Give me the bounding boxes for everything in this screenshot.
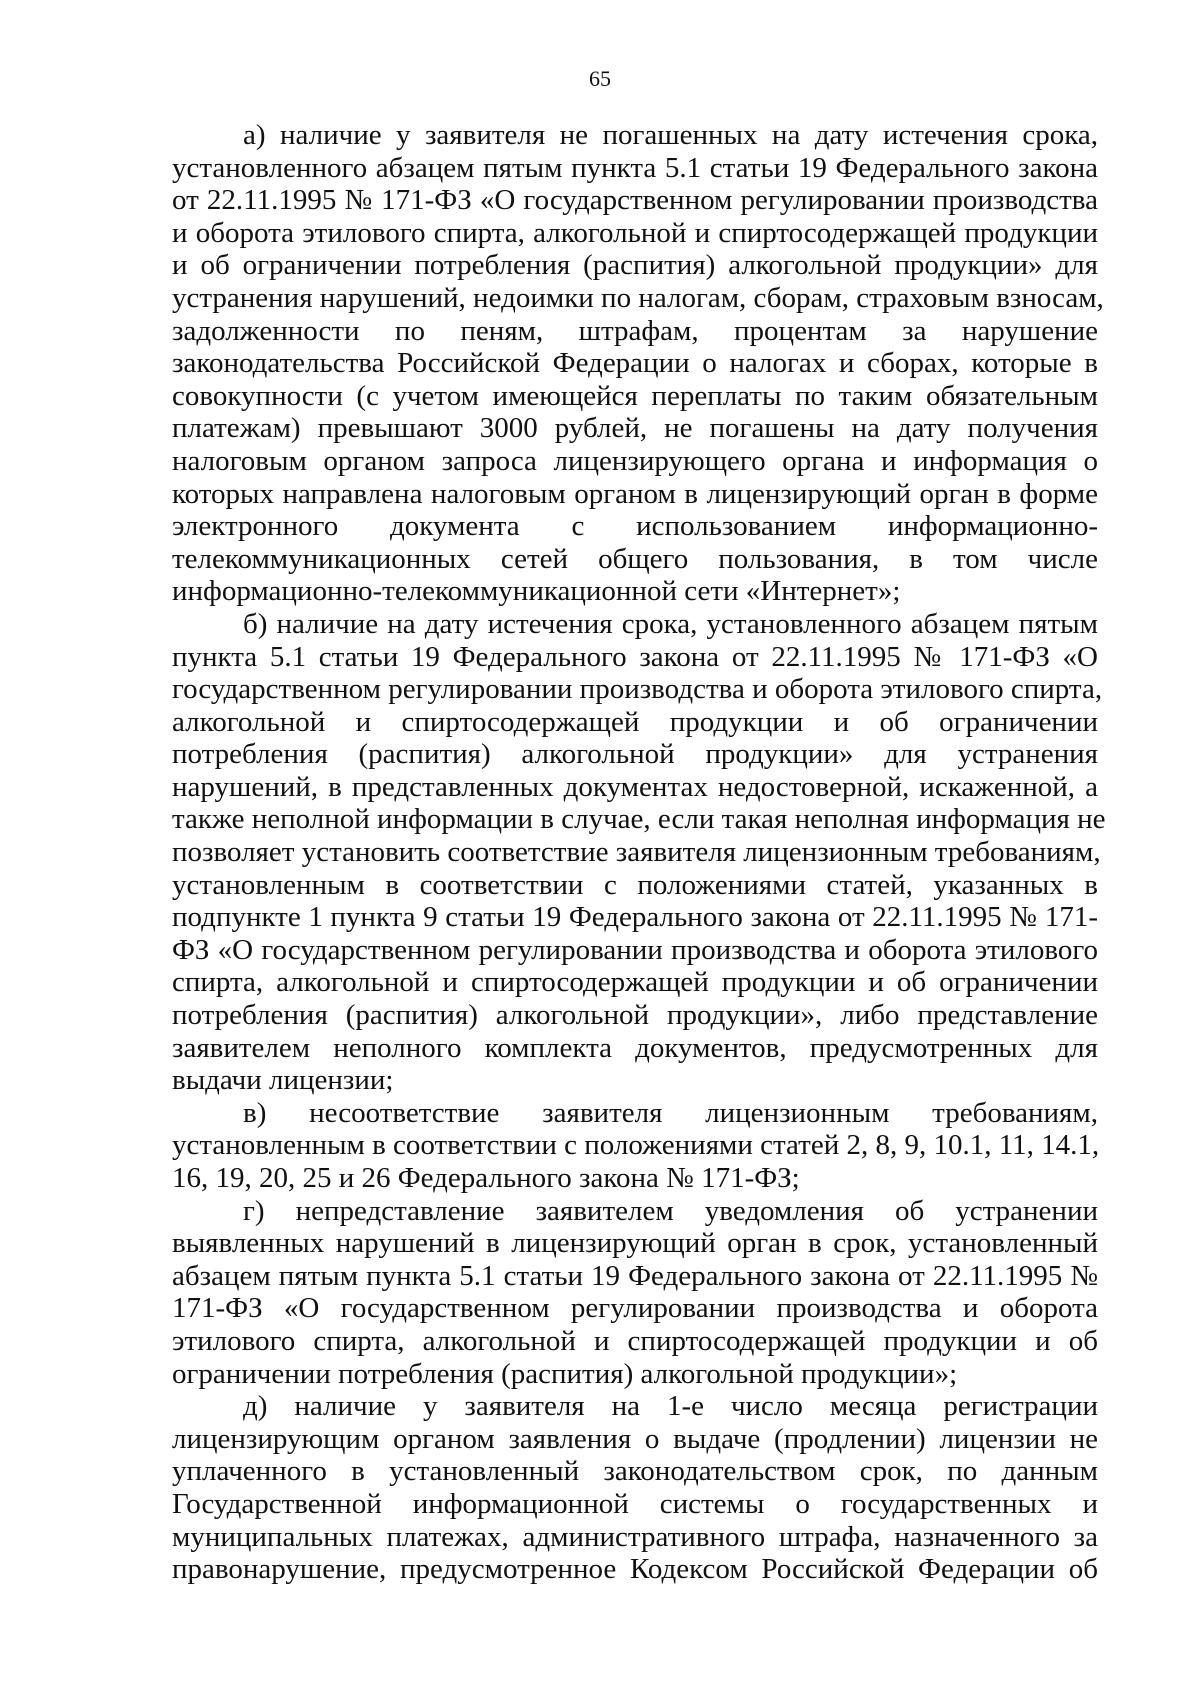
text-line: выявленных нарушений в лицензирующий орган в срок, установленный	[172, 1227, 1098, 1260]
text-line: совокупности (с учетом имеющейся переплаты по таким обязательным	[172, 379, 1098, 412]
text-line: этилового спирта, алкогольной и спиртосодержащей продукции и об	[172, 1324, 1098, 1357]
paragraph-v	[172, 1097, 1098, 1195]
text-line: уплаченного в установленный законодательством срок, по данным	[172, 1455, 1098, 1488]
text-line: устранения нарушений, недоимки по налогам, сборам, страховым взносам,	[172, 281, 1104, 314]
text-line: установленного абзацем пятым пункта 5.1 статьи 19 Федерального закона	[172, 151, 1098, 184]
text-line: платежам) превышают 3000 рублей, не погашены на дату получения	[172, 412, 1098, 445]
text-line: от 22.11.1995 № 171-ФЗ «О государственном регулировании производства	[172, 184, 1098, 217]
text-line: б) наличие на дату истечения срока, установленного абзацем пятым	[243, 607, 1098, 640]
text-line: и оборота этилового спирта, алкогольной и спиртосодержащей продукции	[172, 216, 1098, 249]
text-line: муниципальных платежах, административного штрафа, назначенного за	[172, 1520, 1098, 1553]
text-line: подпункте 1 пункта 9 статьи 19 Федерального закона от 22.11.1995 № 171-	[172, 901, 1098, 934]
text-line: задолженности по пеням, штрафам, процентам за нарушение	[172, 314, 1098, 347]
paragraph-a	[172, 119, 1104, 608]
text-line: спирта, алкогольной и спиртосодержащей продукции и об ограничении	[172, 966, 1098, 999]
text-line: г) непредставление заявителем уведомления об устранении	[243, 1194, 1098, 1227]
text-line: налоговым органом запроса лицензирующего органа и информация о	[172, 444, 1098, 477]
text-line: потребления (распития) алкогольной продукции», либо представление	[172, 999, 1098, 1032]
text-line: электронного документа с использованием информационно-	[172, 510, 1098, 543]
text-line: также неполной информации в случае, если такая неполная информация не	[172, 803, 1106, 836]
text-line: позволяет установить соответствие заявителя лицензионным требованиям,	[172, 836, 1101, 869]
text-line: телекоммуникационных сетей общего пользования, в том числе	[172, 542, 1098, 575]
text-line: ФЗ «О государственном регулировании производства и оборота этилового	[172, 933, 1098, 966]
text-line: 171-ФЗ «О государственном регулировании производства и оборота	[172, 1292, 1098, 1325]
text-line: установленным в соответствии с положениями статей 2, 8, 9, 10.1, 11, 14.1,	[172, 1129, 1100, 1162]
text-line: лицензирующим органом заявления о выдаче (продлении) лицензии не	[172, 1422, 1098, 1455]
paragraph-g	[172, 1195, 1098, 1391]
text-line: пункта 5.1 статьи 19 Федерального закона от 22.11.1995 № 171-ФЗ «О	[172, 640, 1098, 673]
text-line: Государственной информационной системы о государственных и	[172, 1487, 1098, 1520]
page-number: 65	[589, 66, 611, 91]
text-line: государственном регулировании производства и оборота этилового спирта,	[172, 673, 1103, 706]
text-line: абзацем пятым пункта 5.1 статьи 19 Федерального закона от 22.11.1995 №	[172, 1259, 1098, 1292]
text-line: потребления (распития) алкогольной продукции» для устранения	[172, 738, 1098, 771]
paragraph-b	[172, 607, 1106, 1097]
text-line: заявителем неполного комплекта документов, предусмотренных для	[172, 1031, 1098, 1064]
text-line: выдачи лицензии;	[172, 1064, 394, 1097]
text-line: установленным в соответствии с положениями статей, указанных в	[172, 868, 1098, 901]
text-line: в) несоответствие заявителя лицензионным требованиям,	[243, 1096, 1098, 1129]
text-line: д) наличие у заявителя на 1-е число месяца регистрации	[243, 1390, 1098, 1423]
text-line: и об ограничении потребления (распития) алкогольной продукции» для	[172, 249, 1098, 282]
text-line: законодательства Российской Федерации о налогах и сборах, которые в	[172, 347, 1098, 380]
text-line: информационно-телекоммуникационной сети «Интернет»;	[172, 575, 901, 608]
paragraph-d	[172, 1390, 1098, 1586]
text-line: правонарушение, предусмотренное Кодексом Российской Федерации об	[172, 1553, 1098, 1586]
text-line: а) наличие у заявителя не погашенных на дату истечения срока,	[243, 119, 1098, 151]
text-line: которых направлена налоговым органом в лицензирующий орган в форме	[172, 477, 1098, 510]
text-line: ограничении потребления (распития) алкогольной продукции»;	[172, 1357, 958, 1390]
text-line: 16, 19, 20, 25 и 26 Федерального закона № 171-ФЗ;	[172, 1162, 800, 1194]
text-line: алкогольной и спиртосодержащей продукции и об ограничении	[172, 705, 1098, 738]
text-line: нарушений, в представленных документах недостоверной, искаженной, а	[172, 770, 1098, 803]
document-body	[172, 119, 1106, 1586]
